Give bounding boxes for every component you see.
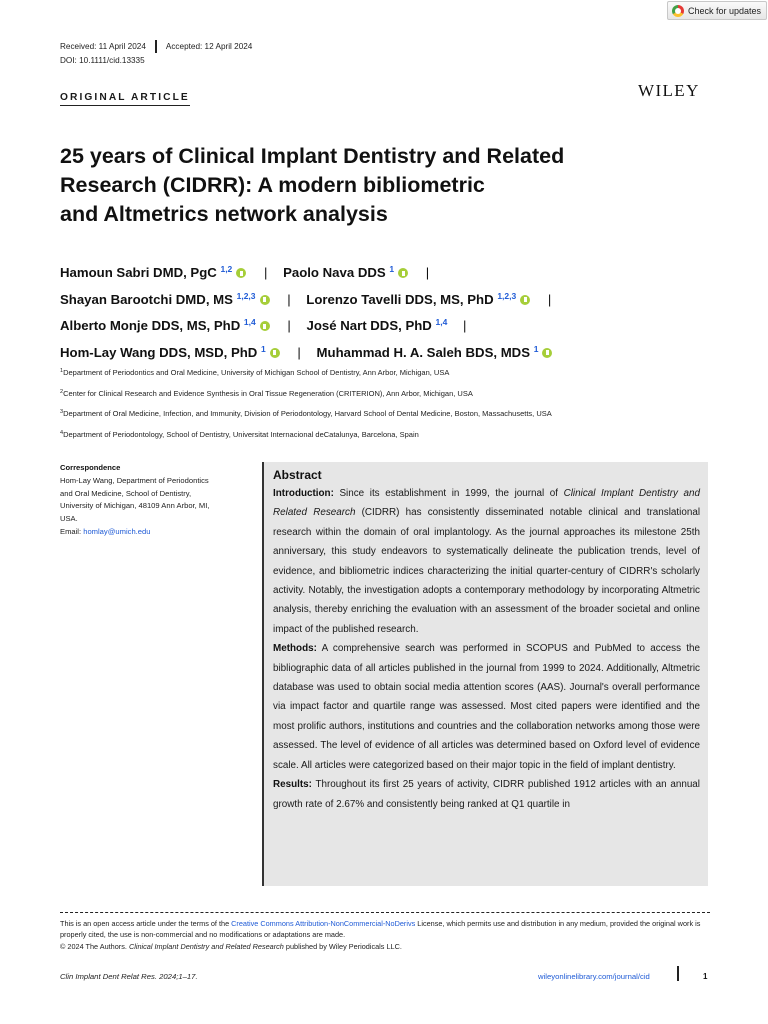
- author-name: Hom-Lay Wang DDS, MSD, PhD: [60, 344, 258, 360]
- author-affiliation-ref[interactable]: 1,2,3: [236, 290, 256, 301]
- affiliation-item: $^2$Center for Clinical Research and Evidence Synthesis in Oral Tissue Regeneration (CRITERION), Ann Arbor, Michigan, USA: [60, 388, 473, 398]
- orcid-icon[interactable]: [260, 295, 270, 305]
- author-separator: |: [297, 344, 301, 360]
- author-name: Shayan Barootchi DMD, MS: [60, 291, 233, 307]
- correspondence-heading: Correspondence: [60, 463, 121, 472]
- check-for-updates-label: Check for updates: [688, 5, 762, 16]
- abstract-results: Results: Throughout its first 25 years of activity, CIDRR published 1912 articles with an annual growth rate of 2.67% and consistently being ranked at Q1 quartile in: [273, 779, 700, 810]
- crossmark-icon: [672, 5, 684, 17]
- author-separator: |: [287, 291, 291, 307]
- received-date: Received: 11 April 2024: [60, 42, 146, 51]
- footer-separator: [677, 966, 679, 981]
- author-separator: |: [547, 291, 552, 307]
- license-link[interactable]: Creative Commons Attribution-NonCommercial-NoDerivs: [231, 919, 416, 928]
- email-link[interactable]: homlay@umich.edu: [83, 526, 151, 536]
- author-name: Muhammad H. A. Saleh BDS, MDS: [316, 344, 531, 360]
- author-separator: |: [425, 265, 430, 280]
- title-line: Research (CIDRR): A modern bibliometric: [60, 173, 485, 197]
- author-list: [60, 258, 563, 364]
- affiliation-item: $^1$Department of Periodontics and Oral Medicine, University of Michigan School of Dentistry, Ann Arbor, Michigan, USA: [60, 368, 450, 377]
- publisher-logo: WILEY: [638, 81, 700, 100]
- affiliations: [60, 362, 552, 445]
- author-affiliation-ref[interactable]: 1,4: [243, 317, 256, 327]
- author-affiliation-ref[interactable]: 1,2: [220, 264, 233, 274]
- orcid-icon[interactable]: [398, 268, 408, 278]
- abstract-box: [262, 462, 708, 886]
- article-title: [60, 142, 620, 229]
- license-notice: This is an open access article under the terms of the Creative Commons Attribution-NonCommercial-NoDerivs License, which permits use and distribution in any medium, provided the original work is properly cited, the use is non-commercial and no modifications or adaptations are made. © 2024 The Authors. Clinical Implant Dentistry and Related Research published by Wiley Periodicals LLC.: [60, 912, 710, 952]
- correspondence-email-line: Email: homlay@umich.edu: [60, 526, 151, 536]
- accepted-date: Accepted: 12 April 2024: [165, 42, 253, 51]
- abstract-heading: Abstract: [273, 468, 322, 482]
- page-number: 1: [703, 972, 708, 981]
- abstract-methods: Methods: A comprehensive search was performed in SCOPUS and PubMed to access the bibliographic data of all articles published in the journal from 1999 to 2024. Additionally, Altmetric database was used to obtain social media attention scores (AAS). Journal's overall performance via impact factor and quartile range was assessed. Most cited papers were identified and the most prolific authors, institutions and countries and the collaboration networks among those were assessed. The level of evidence of all articles was determined based on Oxford level of evidence scale. All articles were categorized based on their major topic in the field of implant dentistry.: [273, 643, 700, 771]
- correspondence: [60, 462, 248, 539]
- abstract-introduction: Introduction: Since its establishment in 1999, the journal of Clinical Implant Dentistry and Related Research (CIDRR) has consistently disseminated notable clinical and translational research within the domain of oral implantology. As the journal approaches its milestone 25th anniversary, this study endeavors to systematically delineate the publication trends, level of evidence, and bibliometric indices characterizing the initial quarter-century of CIDRR's scholarly activity. Notably, the investigation adopts a contemporary methodology by incorporating Altmetric analysis, thereby enriching the evaluation with an assessment of the broader societal and online impact of the published research.: [273, 488, 701, 635]
- author-name: Lorenzo Tavelli DDS, MS, PhD: [306, 291, 494, 307]
- affiliation-item: $^4$Department of Periodontology, School of Dentistry, Universitat Internacional deCatalunya, Barcelona, Spain: [60, 430, 419, 440]
- article-type: ORIGINAL ARTICLE: [60, 92, 190, 106]
- journal-url-link[interactable]: wileyonlinelibrary.com/journal/cid: [538, 972, 650, 981]
- author-separator: |: [263, 265, 268, 280]
- check-for-updates-button[interactable]: [667, 1, 767, 20]
- author-affiliation-ref[interactable]: 1,4: [435, 317, 448, 327]
- author-separator: |: [287, 318, 291, 333]
- author-name: Paolo Nava DDS: [283, 265, 386, 280]
- correspondence-line: USA.: [60, 514, 78, 524]
- orcid-icon[interactable]: [542, 348, 552, 358]
- author-affiliation-ref[interactable]: 1,2,3: [497, 290, 517, 301]
- affiliation-item: $^3$Department of Oral Medicine, Infection, and Immunity, Division of Periodontology, Harvard School of Dental Medicine, Boston, Massachusetts, USA: [60, 409, 552, 419]
- date-separator: [155, 40, 157, 53]
- author-separator: |: [463, 318, 467, 333]
- title-line: 25 years of Clinical Implant Dentistry and Related: [60, 144, 565, 168]
- author-name: José Nart DDS, PhD: [306, 318, 432, 333]
- title-line: and Altmetrics network analysis: [60, 202, 388, 226]
- correspondence-line: and Oral Medicine, School of Dentistry,: [60, 488, 192, 498]
- author-affiliation-ref[interactable]: 1: [261, 343, 266, 354]
- orcid-icon[interactable]: [260, 321, 270, 331]
- correspondence-line: Hom-Lay Wang, Department of Periodontics: [60, 475, 209, 485]
- correspondence-line: University of Michigan, 48109 Ann Arbor, MI,: [60, 501, 210, 511]
- orcid-icon[interactable]: [270, 348, 280, 358]
- author-affiliation-ref[interactable]: 1: [533, 343, 539, 354]
- orcid-icon[interactable]: [236, 268, 246, 278]
- author-name: Alberto Monje DDS, MS, PhD: [60, 318, 241, 333]
- copyright-line: © 2024 The Authors. Clinical Implant Dentistry and Related Research published by Wiley Periodicals LLC.: [60, 941, 402, 951]
- journal-citation: Clin Implant Dent Relat Res. 2024;1–17.: [60, 972, 198, 981]
- doi: DOI: 10.1111/cid.13335: [60, 56, 145, 65]
- orcid-icon[interactable]: [520, 295, 530, 305]
- author-name: Hamoun Sabri DMD, PgC: [60, 265, 217, 280]
- article-dates: [60, 40, 252, 53]
- author-affiliation-ref[interactable]: 1: [389, 264, 395, 274]
